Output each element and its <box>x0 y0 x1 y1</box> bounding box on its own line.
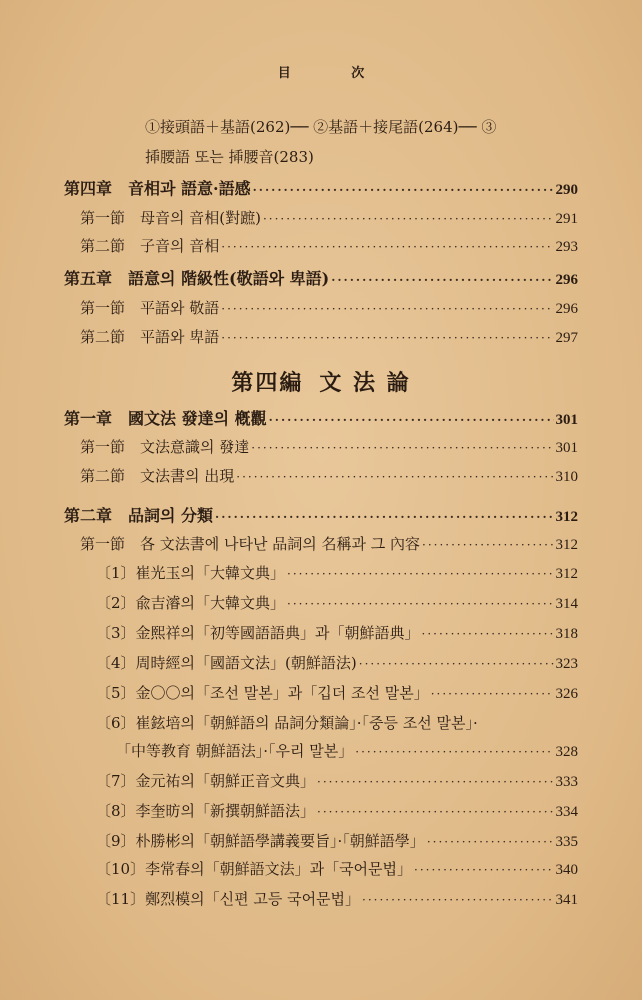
entry-label: 〔5〕金〇〇의「조선 말본」과「깁더 조선 말본」 <box>96 684 429 702</box>
entry-label: 〔6〕崔鉉培의「朝鮮語의 品詞分類論」·「중등 조선 말본」· <box>96 714 478 732</box>
leader-dots <box>236 470 553 484</box>
entry-label: 〔10〕李常春의「朝鮮語文法」과「국어문법」 <box>96 860 413 878</box>
entry-label: 第二節 文法書의 出現 <box>80 467 235 485</box>
toc-chapter[interactable] <box>64 176 578 199</box>
toc-section[interactable] <box>80 326 578 347</box>
leader-dots <box>331 273 553 287</box>
toc-section[interactable] <box>80 533 578 554</box>
page-number: 341 <box>555 892 578 908</box>
page-number: 312 <box>555 537 578 553</box>
leader-dots <box>221 240 553 254</box>
toc-section[interactable] <box>80 297 578 318</box>
leader-dots <box>422 627 554 641</box>
page-number: 312 <box>555 509 578 525</box>
entry-label: 第二節 子音의 音相 <box>80 237 220 255</box>
entry-label: 第四章 音相과 語意·語感 <box>64 179 251 198</box>
toc-subitem[interactable] <box>96 592 578 613</box>
leader-dots <box>263 212 554 226</box>
page-number: 310 <box>555 469 578 485</box>
toc-subitem[interactable] <box>96 562 578 583</box>
entry-label: 〔11〕鄭烈模의「신편 고등 국어문법」 <box>96 890 361 908</box>
toc-section[interactable] <box>80 207 578 228</box>
page-number: 318 <box>555 626 578 642</box>
leader-dots <box>355 745 553 759</box>
entry-label: 〔2〕兪吉濬의「大韓文典」 <box>96 594 286 612</box>
leader-dots <box>359 657 554 671</box>
entry-label: 第二節 平語와 卑語 <box>80 328 220 346</box>
toc-chapter[interactable] <box>64 406 578 429</box>
leader-dots <box>287 567 553 581</box>
toc-section[interactable] <box>80 235 578 256</box>
entry-label: 〔3〕金熙祥의「初等國語語典」과「朝鮮語典」 <box>96 624 420 642</box>
page-number: 312 <box>555 566 578 582</box>
leader-dots <box>317 775 553 789</box>
part-name: 第四編 <box>231 370 304 396</box>
toc-section[interactable] <box>80 465 578 486</box>
toc-subitem[interactable] <box>96 888 578 909</box>
entry-label: 第一節 文法意識의 發達 <box>80 438 250 456</box>
page-number: 301 <box>555 412 578 428</box>
leader-dots <box>221 331 553 345</box>
page-number: 297 <box>555 330 578 346</box>
continuation-line-1: ①接頭語＋基語(262)── ②基語＋接尾語(264)── ③ <box>145 118 497 136</box>
leader-dots <box>287 597 553 611</box>
page-number: 293 <box>555 239 578 255</box>
entry-label: 第一章 國文法 發達의 槪觀 <box>64 409 267 428</box>
leader-dots <box>215 510 553 524</box>
page-number: 301 <box>555 440 578 456</box>
entry-label: 〔8〕李奎昉의「新撰朝鮮語法」 <box>96 802 316 820</box>
running-header <box>0 62 642 81</box>
entry-label: 〔7〕金元祐의「朝鮮正音文典」 <box>96 772 316 790</box>
toc-subitem[interactable] <box>96 770 578 791</box>
part-heading <box>0 366 642 397</box>
entry-label: 〔1〕崔光玉의「大韓文典」 <box>96 564 286 582</box>
page-number: 296 <box>555 301 578 317</box>
toc-chapter[interactable] <box>64 503 578 526</box>
page-number: 296 <box>555 272 578 288</box>
entry-label: 〔9〕朴勝彬의「朝鮮語學講義要旨」·「朝鮮語學」 <box>96 832 425 850</box>
page-number: 314 <box>555 596 578 612</box>
leader-dots <box>317 805 553 819</box>
toc-subitem[interactable] <box>96 858 578 879</box>
toc-subitem[interactable] <box>96 800 578 821</box>
leader-dots <box>427 835 554 849</box>
page-number: 333 <box>555 774 578 790</box>
page-number: 326 <box>555 686 578 702</box>
leader-dots <box>221 302 553 316</box>
leader-dots <box>431 687 554 701</box>
leader-dots <box>269 413 554 427</box>
toc-chapter[interactable] <box>64 266 578 289</box>
header-right: 次 <box>351 66 365 81</box>
toc-subitem[interactable] <box>96 830 578 851</box>
toc-subitem[interactable] <box>96 682 578 703</box>
leader-dots <box>362 893 553 907</box>
part-title-text: 文 法 論 <box>319 370 411 396</box>
leader-dots <box>253 183 554 197</box>
header-left: 目 <box>277 66 291 81</box>
page-number: 290 <box>555 182 578 198</box>
continuation-line-2: 揷腰語 또는 揷腰音(283) <box>145 148 314 166</box>
page-number: 323 <box>555 656 578 672</box>
toc-subitem-continuation[interactable] <box>116 740 578 761</box>
entry-label: 第一節 各 文法書에 나타난 品詞의 名稱과 그 內容 <box>80 535 421 553</box>
page-number: 335 <box>555 834 578 850</box>
leader-dots <box>422 538 553 552</box>
toc-section[interactable] <box>80 436 578 457</box>
entry-label: 第一節 平語와 敬語 <box>80 299 220 317</box>
entry-label: 第一節 母音의 音相(對蹠) <box>80 209 261 227</box>
entry-label: 第二章 品詞의 分類 <box>64 506 214 525</box>
page-number: 334 <box>555 804 578 820</box>
entry-label: 第五章 語意의 階級性(敬語와 卑語) <box>64 269 330 288</box>
toc-subitem-first-line[interactable] <box>96 712 578 733</box>
entry-label: 〔4〕周時經의「國語文法」(朝鮮語法) <box>96 654 357 672</box>
page-number: 340 <box>555 862 578 878</box>
entry-label: 「中等教育 朝鮮語法」·「우리 말본」 <box>116 742 354 760</box>
leader-dots <box>251 441 553 455</box>
page-number: 291 <box>555 211 578 227</box>
page-number: 328 <box>555 744 578 760</box>
toc-subitem[interactable] <box>96 622 578 643</box>
toc-subitem[interactable] <box>96 652 578 673</box>
leader-dots <box>414 863 553 877</box>
